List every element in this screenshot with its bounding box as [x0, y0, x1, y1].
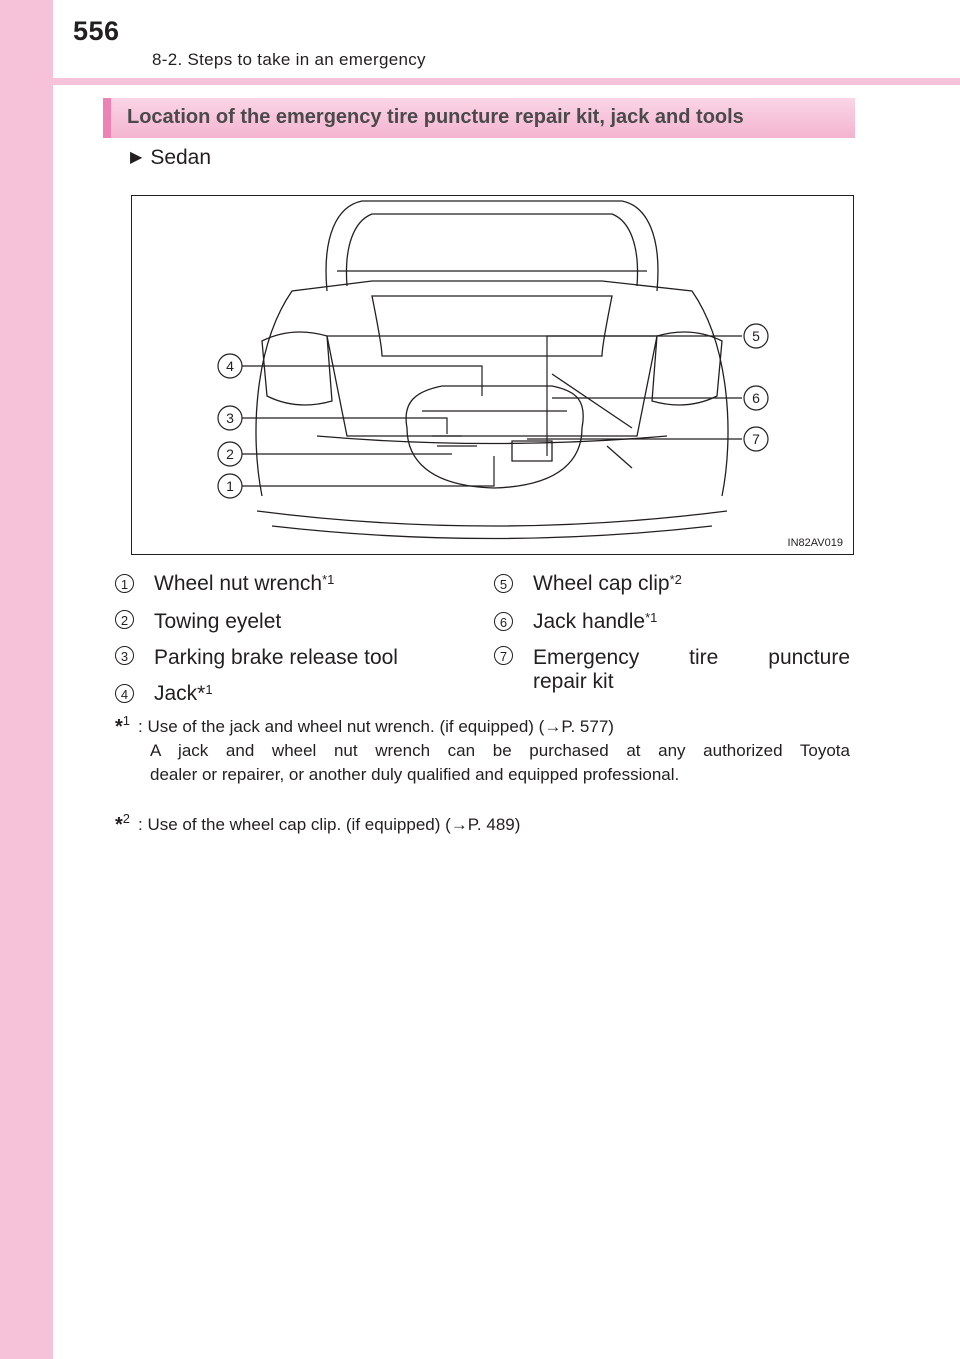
tool-tray: [406, 386, 583, 488]
callout-5-label: 5: [752, 328, 760, 344]
trunk-illustration: [131, 195, 854, 555]
figure-code: IN82AV019: [787, 537, 843, 549]
legend-item-1: 1 Wheel nut wrench$^{*1}$: [115, 572, 334, 598]
deck-panel: [372, 296, 612, 356]
number-5-icon: 5: [494, 574, 513, 593]
bumper-lower-line: [272, 526, 712, 539]
number-2-icon: 2: [115, 610, 134, 629]
bumper-line: [257, 511, 727, 526]
page-number: 556: [73, 16, 120, 46]
legend-item-2: 2 Towing eyelet: [115, 610, 281, 634]
leader-line-1: [242, 456, 494, 486]
leader-line-4: [242, 366, 482, 396]
trunk-lip-line: [317, 436, 667, 444]
legend-item-5: 5 Wheel cap clip$^{*2}$: [494, 572, 682, 598]
number-6-icon: 6: [494, 612, 513, 631]
footnote-1: *$^1$ : Use of the jack and wheel nut wrench. (if equipped) (→P. 577) A jack and wheel nut wrench can be purchased at any authorized Toyota dealer or repairer, or another duly qualified and equipped professional.: [115, 713, 850, 784]
side-color-band: [0, 0, 53, 1359]
repair-kit-box: [512, 441, 552, 461]
section-heading-box: [103, 98, 855, 138]
legend-item-4: 4 Jack*$^1$: [115, 682, 213, 708]
number-4-icon: 4: [115, 684, 134, 703]
callout-4-label: 4: [226, 358, 234, 374]
tool-shapes: [432, 436, 477, 446]
callout-1-label: 1: [226, 478, 234, 494]
chapter-title: 8-2. Steps to take in an emergency: [152, 50, 426, 69]
trunk-diagram: [132, 196, 853, 554]
number-3-icon: 3: [115, 646, 134, 665]
footnote-2: *$^2$ : Use of the wheel cap clip. (if equipped) (→P. 489): [115, 811, 521, 836]
triangle-bullet-icon: ▶: [130, 149, 143, 166]
callout-6-label: 6: [752, 390, 760, 406]
car-body-outline: [256, 281, 728, 496]
jack-handle-shape: [552, 374, 632, 428]
legend-item-3: 3 Parking brake release tool: [115, 646, 398, 670]
number-1-icon: 1: [115, 574, 134, 593]
number-7-icon: 7: [494, 646, 513, 665]
tail-light-left: [262, 332, 332, 405]
callout-2-label: 2: [226, 446, 234, 462]
section-title: Location of the emergency tire puncture repair kit, jack and tools: [127, 106, 744, 128]
callout-3-label: 3: [226, 410, 234, 426]
tail-light-right: [652, 332, 722, 405]
variant-label: ▶ Sedan: [130, 146, 212, 169]
legend-item-7: 7 Emergency tire puncture repair kit: [494, 646, 850, 694]
callout-7-label: 7: [752, 431, 760, 447]
trunk-lid-inner: [346, 214, 637, 286]
header-rule: [0, 78, 960, 85]
legend-item-6: 6 Jack handle$^{*1}$: [494, 610, 657, 636]
handle-end-shape: [607, 446, 632, 468]
